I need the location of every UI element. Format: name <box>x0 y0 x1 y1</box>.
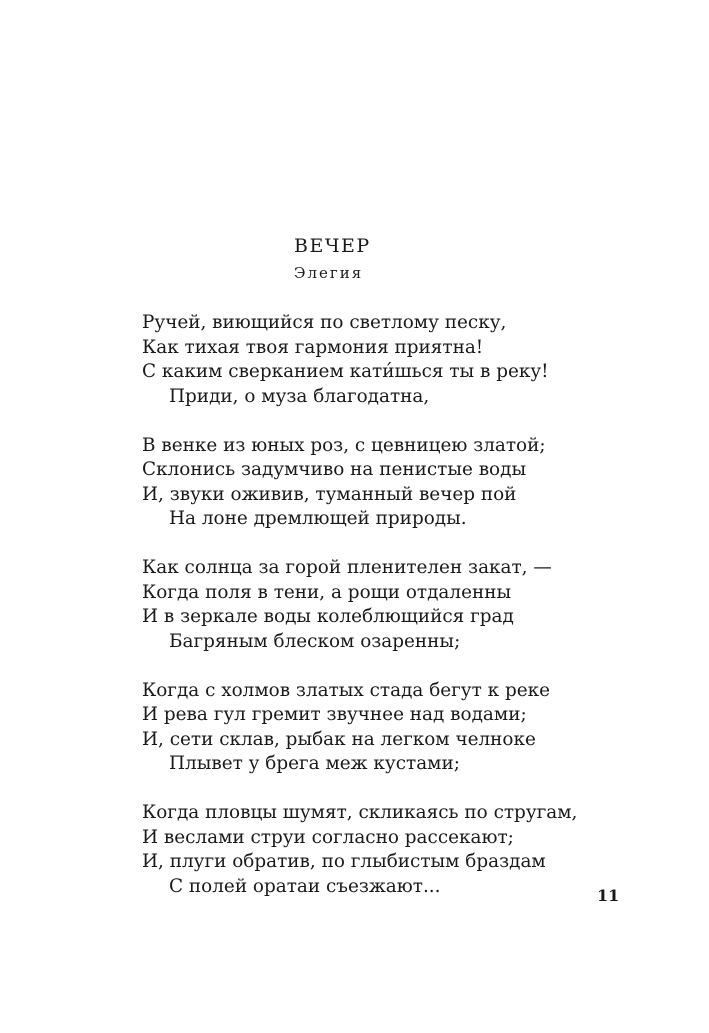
poem-body <box>142 311 592 924</box>
poem-line-indented: С полей оратаи съезжают... <box>169 875 441 897</box>
poem-line: И в зеркале воды колеблющийся град <box>142 606 514 627</box>
poem-line: Ручей, виющийся по светлому песку, <box>142 312 507 333</box>
page-number: 11 <box>597 886 620 905</box>
poem-line: И рева гул гремит звучнее над водами; <box>142 704 527 725</box>
poem-line-indented: Багряным блеском озаренны; <box>169 630 461 652</box>
poem-title: ВЕЧЕР <box>294 235 371 257</box>
poem-line: И, плуги обратив, по глыбистым браздам <box>142 851 546 872</box>
poem-line: И, сети склав, рыбак на легком челноке <box>142 728 536 750</box>
poem-line-indented: Приди, о муза благодатна, <box>169 385 430 407</box>
stanza-3 <box>142 556 592 654</box>
stanza-1 <box>142 311 592 409</box>
poem-line: Когда пловцы шумят, скликаясь по стругам, <box>142 802 578 823</box>
poem-line: Когда поля в тени, а рощи отдаленны <box>142 581 512 603</box>
stanza-4 <box>142 679 592 777</box>
poem-line: Склонись задумчиво на пенистые воды <box>142 459 527 480</box>
poem-line-indented: Плывет у брега меж кустами; <box>169 753 460 774</box>
poem-line: В венке из юных роз, с цевницею златой; <box>142 434 546 456</box>
poem-subtitle: Элегия <box>294 264 364 282</box>
stanza-5 <box>142 801 592 899</box>
poem-line: Как солнца за горой пленителен закат, — <box>142 557 552 578</box>
poem-line-indented: На лоне дремлющей природы. <box>169 508 467 529</box>
poem-line: И веслами струи согласно рассекают; <box>142 826 514 848</box>
poem-line: И, звуки оживив, туманный вечер пой <box>142 483 517 505</box>
stanza-2 <box>142 434 592 532</box>
poem-line: Как тихая твоя гармония приятна! <box>142 336 484 358</box>
poem-line: Когда с холмов златых стада бегут к реке <box>142 679 551 701</box>
poem-line: С каким сверканием кати́шься ты в реку! <box>142 361 549 382</box>
